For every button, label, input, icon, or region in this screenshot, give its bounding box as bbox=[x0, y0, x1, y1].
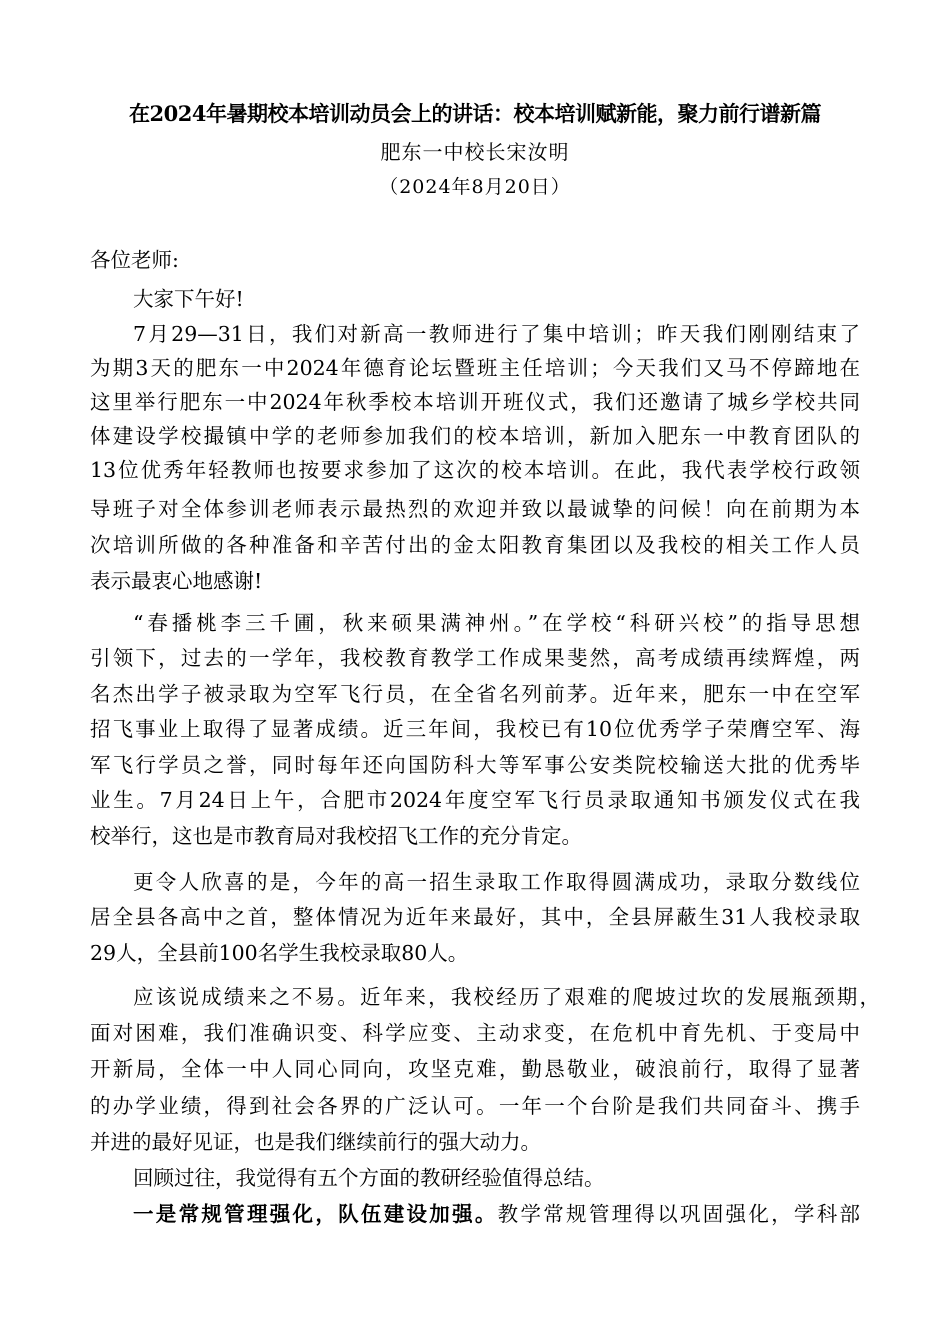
paragraph-6-line-1 bbox=[133, 1202, 860, 1226]
paragraph-5-line-1: 回顾过往，我觉得有五个方面的教研经验值得总结。 bbox=[133, 1166, 605, 1190]
paragraph-1-line-1: 7月29—31日，我们对新高一教师进行了集中培训；昨天我们刚刚结束了 bbox=[133, 322, 860, 346]
paragraph-1-line-5: 13位优秀年轻教师也按要求参加了这次的校本培训。在此，我代表学校行政领 bbox=[90, 458, 860, 482]
paragraph-2-line-7: 校举行，这也是市教育局对我校招飞工作的充分肯定。 bbox=[90, 824, 582, 848]
section-heading-bold: 一是常规管理强化，队伍建设加强。 bbox=[133, 1202, 498, 1226]
greeting: 大家下午好! bbox=[133, 287, 244, 311]
paragraph-6-text: 教学常规管理得以巩固强化，学科部 bbox=[497, 1202, 861, 1226]
paragraph-4-line-1: 应该说成绩来之不易。近年来，我校经历了艰难的爬坡过坎的发展瓶颈期， bbox=[133, 985, 880, 1009]
paragraph-4-line-4: 的办学业绩，得到社会各界的广泛认可。一年一个台阶是我们共同奋斗、携手 bbox=[90, 1094, 860, 1118]
paragraph-1-line-3: 这里举行肥东一中2024年秋季校本培训开班仪式，我们还邀请了城乡学校共同 bbox=[90, 390, 860, 414]
paragraph-3-line-2: 居全县各高中之首，整体情况为近年来最好，其中，全县屏蔽生31人我校录取 bbox=[90, 905, 860, 929]
document-title: 在2024年暑期校本培训动员会上的讲话：校本培训赋新能，聚力前行谱新篇 bbox=[129, 101, 821, 126]
paragraph-4-line-2: 面对困难，我们准确识变、科学应变、主动求变，在危机中育先机、于变局中 bbox=[90, 1021, 860, 1045]
paragraph-3-line-1: 更令人欣喜的是，今年的高一招生录取工作取得圆满成功，录取分数线位 bbox=[133, 870, 860, 894]
document-date: （2024年8月20日） bbox=[379, 176, 571, 198]
paragraph-1-line-6: 导班子对全体参训老师表示最热烈的欢迎并致以最诚挚的问候！向在前期为本 bbox=[90, 497, 860, 521]
paragraph-1-line-8: 表示最衷心地感谢! bbox=[90, 569, 263, 593]
document-author: 肥东一中校长宋汝明 bbox=[380, 140, 570, 164]
paragraph-2-line-5: 军飞行学员之誉，同时每年还向国防科大等军事公安类院校输送大批的优秀毕 bbox=[90, 753, 860, 777]
paragraph-3-line-3: 29人，全县前100名学生我校录取80人。 bbox=[90, 941, 469, 965]
paragraph-4-line-3: 开新局，全体一中人同心同向，攻坚克难，勤恳敬业，破浪前行，取得了显著 bbox=[90, 1057, 860, 1081]
paragraph-2-line-1: “春播桃李三千圃，秋来硕果满神州。”在学校“科研兴校”的指导思想 bbox=[133, 611, 860, 635]
paragraph-4-line-5: 并进的最好见证，也是我们继续前行的强大动力。 bbox=[90, 1130, 541, 1154]
paragraph-1-line-4: 体建设学校撮镇中学的老师参加我们的校本培训，新加入肥东一中教育团队的 bbox=[90, 424, 860, 448]
paragraph-2-line-6: 业生。7月24日上午，合肥市2024年度空军飞行员录取通知书颁发仪式在我 bbox=[90, 788, 860, 812]
paragraph-2-line-2: 引领下，过去的一学年，我校教育教学工作成果斐然，高考成绩再续辉煌，两 bbox=[90, 646, 860, 670]
salutation: 各位老师: bbox=[90, 248, 179, 272]
paragraph-2-line-4: 招飞事业上取得了显著成绩。近三年间，我校已有10位优秀学子荣膺空军、海 bbox=[90, 717, 860, 741]
paragraph-2-line-3: 名杰出学子被录取为空军飞行员，在全省名列前茅。近年来，肥东一中在空军 bbox=[90, 682, 860, 706]
paragraph-1-line-7: 次培训所做的各种准备和辛苦付出的金太阳教育集团以及我校的相关工作人员 bbox=[90, 533, 860, 557]
paragraph-1-line-2: 为期3天的肥东一中2024年德育论坛暨班主任培训；今天我们又马不停蹄地在 bbox=[90, 356, 860, 380]
